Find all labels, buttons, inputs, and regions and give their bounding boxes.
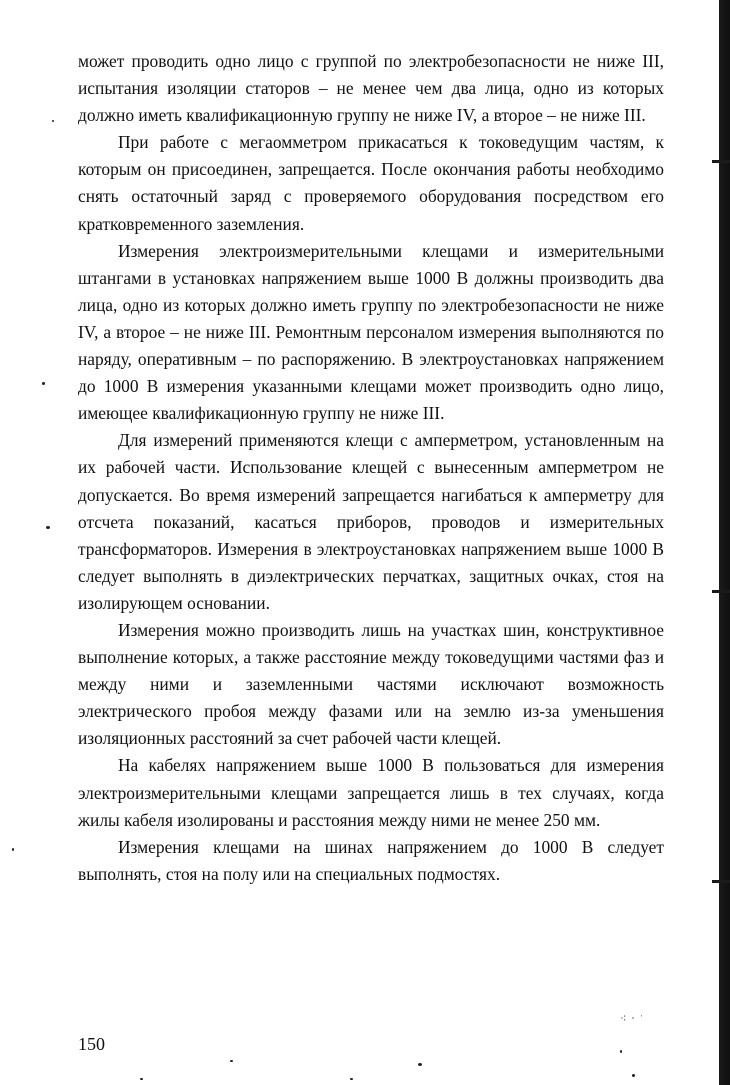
scan-speck <box>46 526 50 529</box>
paragraph-7: Измерения клещами на шинах напряжением до 1000 В следует выполнять, стоя на полу или на специальных подмостях. <box>78 836 664 884</box>
page-body-text <box>78 48 664 888</box>
paragraph-3: Измерения электроизмерительными клещами и измерительными штангами в установках напряжением выше 1000 В должны производить два лица, одно из которых должно иметь группу по электробезопасности не ниже IV, а второе – не ниже III. Ремонтным персоналом измерения выполняются по наряду, оперативным – по распоряжению. В электроустановках напряжением до 1000 В измерения указанными клещами может производить одно лицо, имеющее квалификационную группу не ниже III. <box>78 240 664 424</box>
scan-artifact-mark: ⁖ ‧ ˈ <box>620 1013 645 1025</box>
scan-edge-notch <box>712 880 730 883</box>
scan-speck <box>42 382 45 385</box>
scan-speck <box>12 848 14 851</box>
scan-speck <box>418 1063 422 1066</box>
page-number: 150 <box>78 1034 105 1054</box>
paragraph-1: может проводить одно лицо с группой по электробезопасности не ниже III, испытания изоляции статоров – не менее чем два лица, одно из которых должно иметь квалификационную группу не ниже IV, а второе – не ниже III. <box>78 51 664 126</box>
paragraph-6: На кабелях напряжением выше 1000 В пользоваться для измерения электроизмерительными клещами запрещается лишь в тех случаях, когда жилы кабеля изолированы и расстояния между ними не менее 250 мм. <box>78 755 664 830</box>
scan-speck <box>632 1074 635 1077</box>
scan-edge-notch <box>712 590 730 593</box>
paragraph-4: Для измерений применяются клещи с амперметром, установленным на их рабочей части. Использование клещей с вынесенным амперметром не допускается. Во время измерений запрещается нагибаться к амперметру для отсчета показаний, касаться приборов, проводов и измерительных трансформаторов. Измерения в электроустановках напряжением выше 1000 В следует выполнять в диэлектрических перчатках, защитных очках, стоя на изолирующем основании. <box>78 430 664 613</box>
scan-speck <box>350 1078 353 1080</box>
scan-speck <box>140 1078 143 1080</box>
paragraph-2: При работе с мегаомметром прикасаться к токоведущим частям, к которым он присоединен, запрещается. После окончания работы необходимо снять остаточный заряд с проверяемого оборудования посредством его кратковременного заземления. <box>78 132 664 234</box>
scan-edge-notch <box>712 160 730 163</box>
scan-speck <box>52 120 54 122</box>
paragraph-5: Измерения можно производить лишь на участках шин, конструктивное выполнение которых, а также расстояние между токоведущими частями фаз и между ними и заземленными частями исключают возможность электрического пробоя между фазами или на землю из-за уменьшения изоляционных расстояний за счет рабочей части клещей. <box>78 619 664 749</box>
scan-speck <box>620 1050 622 1053</box>
scan-speck <box>230 1060 233 1062</box>
